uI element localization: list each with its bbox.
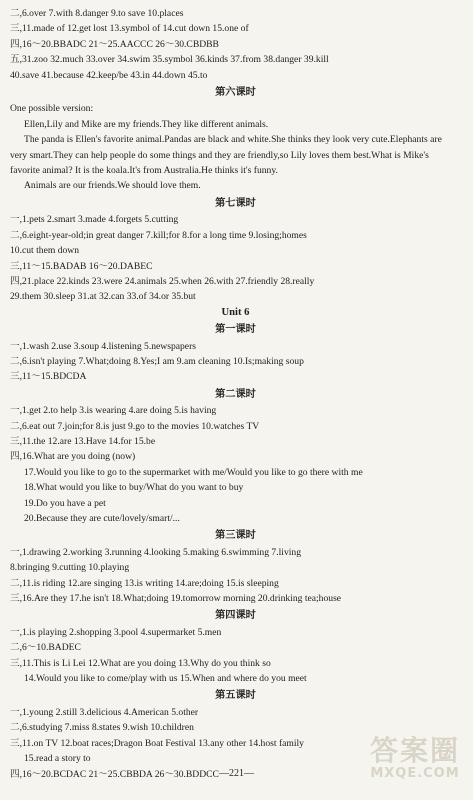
unit6-lesson1-answers <box>10 339 461 385</box>
lesson-heading-u6-1: 第一课时 <box>215 324 256 336</box>
answer-line: 三,11.This is Li Lei 12.What are you doing 13.Why do you think so <box>10 657 271 669</box>
essay-paragraph: Animals are our friends.We should love them. <box>24 180 201 192</box>
answer-line: 19.Do you have a pet <box>24 497 106 509</box>
unit6-lesson4-answers <box>10 625 461 687</box>
essay-section <box>10 101 461 193</box>
answer-line: 18.What would you like to buy/What do you want to buy <box>24 482 244 494</box>
answer-line: 20.Because they are cute/lovely/smart/... <box>24 513 180 524</box>
answer-line: 二,6～10.BADEC <box>10 642 81 654</box>
answer-line: 二,6.eat out 7.join;for 8.is just 9.go to the movies 10.watches TV <box>10 420 260 432</box>
lesson-heading-6: 第六课时 <box>215 87 256 99</box>
essay-paragraph: The panda is Ellen's favorite animal.Pandas are black and white.She thinks they look very cute.Elephants are very smart.They can help people do some things and they are friendly,so Lily loves them best.What is Mike's favorite animal? It is the koala.It's from Australia.He thinks it's funny. <box>10 134 442 177</box>
answer-line: 四,21.place 22.kinds 23.were 24.animals 25.when 26.with 27.friendly 28.really <box>10 275 315 287</box>
answer-line: 一,1.pets 2.smart 3.made 4.forgets 5.cutting <box>10 214 179 226</box>
answer-line: 三,16.Are they 17.he isn't 18.What;doing 19.tomorrow morning 20.drinking tea;house <box>10 593 342 605</box>
essay-paragraph: Ellen,Lily and Mike are my friends.They like different animals. <box>24 118 269 130</box>
answer-line: 二,6.studying 7.miss 8.states 9.wish 10.children <box>10 722 194 734</box>
site-watermark <box>365 736 465 792</box>
answer-line: 五,31.zoo 32.much 33.over 34.swim 35.symbol 36.kinds 37.from 38.danger 39.kill <box>10 54 329 66</box>
answer-line: 8.bringing 9.cutting 10.playing <box>10 562 130 574</box>
answer-line: 二,6.isn't playing 7.What;doing 8.Yes;I am 9.am cleaning 10.Is;making soup <box>10 355 304 367</box>
answer-line: 三,11～15.BDCDA <box>10 371 87 383</box>
unit5-lesson5-answers <box>10 6 461 83</box>
watermark-sub: MXQE.COM <box>370 766 460 781</box>
page-number: —221— <box>219 768 254 779</box>
answer-line: 二,6.over 7.with 8.danger 9.to save 10.places <box>10 8 184 19</box>
answer-line: 二,6.eight-year-old;in great danger 7.kill;for 8.for a long time 9.losing;homes <box>10 229 307 241</box>
answer-line: 三,11.the 12.are 13.Have 14.for 15.be <box>10 435 156 447</box>
answer-line: 10.cut them down <box>10 245 80 257</box>
lesson-7-answers <box>10 212 461 304</box>
unit-title: Unit 6 <box>221 306 250 318</box>
answer-line: 40.save 41.because 42.keep/be 43.in 44.down 45.to <box>10 69 208 81</box>
answer-line: 14.Would you like to come/play with us 15.When and where do you meet <box>24 673 307 685</box>
answer-line: 三,11.on TV 12.boat races;Dragon Boat Festival 13.any other 14.host family <box>10 737 304 749</box>
answer-line: 四,16～20.BBADC 21～25.AACCC 26～30.CBDBB <box>10 38 219 50</box>
essay-intro: One possible version: <box>10 103 94 115</box>
unit6-lesson3-answers <box>10 545 461 607</box>
lesson-heading-7: 第七课时 <box>215 197 256 209</box>
watermark-main: 答案圈 <box>369 734 460 767</box>
lesson-heading-u6-4: 第四课时 <box>215 610 256 622</box>
answer-line: 四,16～20.BCDAC 21～25.CBBDA 26～30.BDDCC <box>10 768 219 780</box>
answer-line: 四,16.What are you doing (now) <box>10 451 136 463</box>
answer-line: 二,11.is riding 12.are singing 13.is writing 14.are;doing 15.is sleeping <box>10 577 279 589</box>
answer-line: 一,1.drawing 2.working 3.running 4.looking 5.making 6.swimming 7.living <box>10 546 301 558</box>
answer-line: 15.read a story to <box>24 753 91 765</box>
answer-line: 三,11～15.BADAB 16～20.DABEC <box>10 260 153 272</box>
lesson-heading-u6-3: 第三课时 <box>215 530 256 542</box>
answer-line: 17.Would you like to go to the supermarket with me/Would you like to go there with me <box>24 466 363 478</box>
unit6-lesson2-answers <box>10 403 461 526</box>
lesson-heading-u6-2: 第二课时 <box>215 388 256 400</box>
lesson-heading-u6-5: 第五课时 <box>215 690 256 702</box>
answer-line: 一,1.wash 2.use 3.soup 4.listening 5.newspapers <box>10 340 196 352</box>
answer-line: 一,1.young 2.still 3.delicious 4.American 5.other <box>10 706 199 718</box>
answer-line: 一,1.get 2.to help 3.is wearing 4.are doing 5.is having <box>10 405 217 417</box>
answer-line: 三,11.made of 12.get lost 13.symbol of 14.cut down 15.one of <box>10 23 249 35</box>
answer-line: 29.them 30.sleep 31.at 32.can 33.of 34.or 35.but <box>10 291 196 303</box>
answer-line: 一,1.is playing 2.shopping 3.pool 4.supermarket 5.men <box>10 626 222 638</box>
